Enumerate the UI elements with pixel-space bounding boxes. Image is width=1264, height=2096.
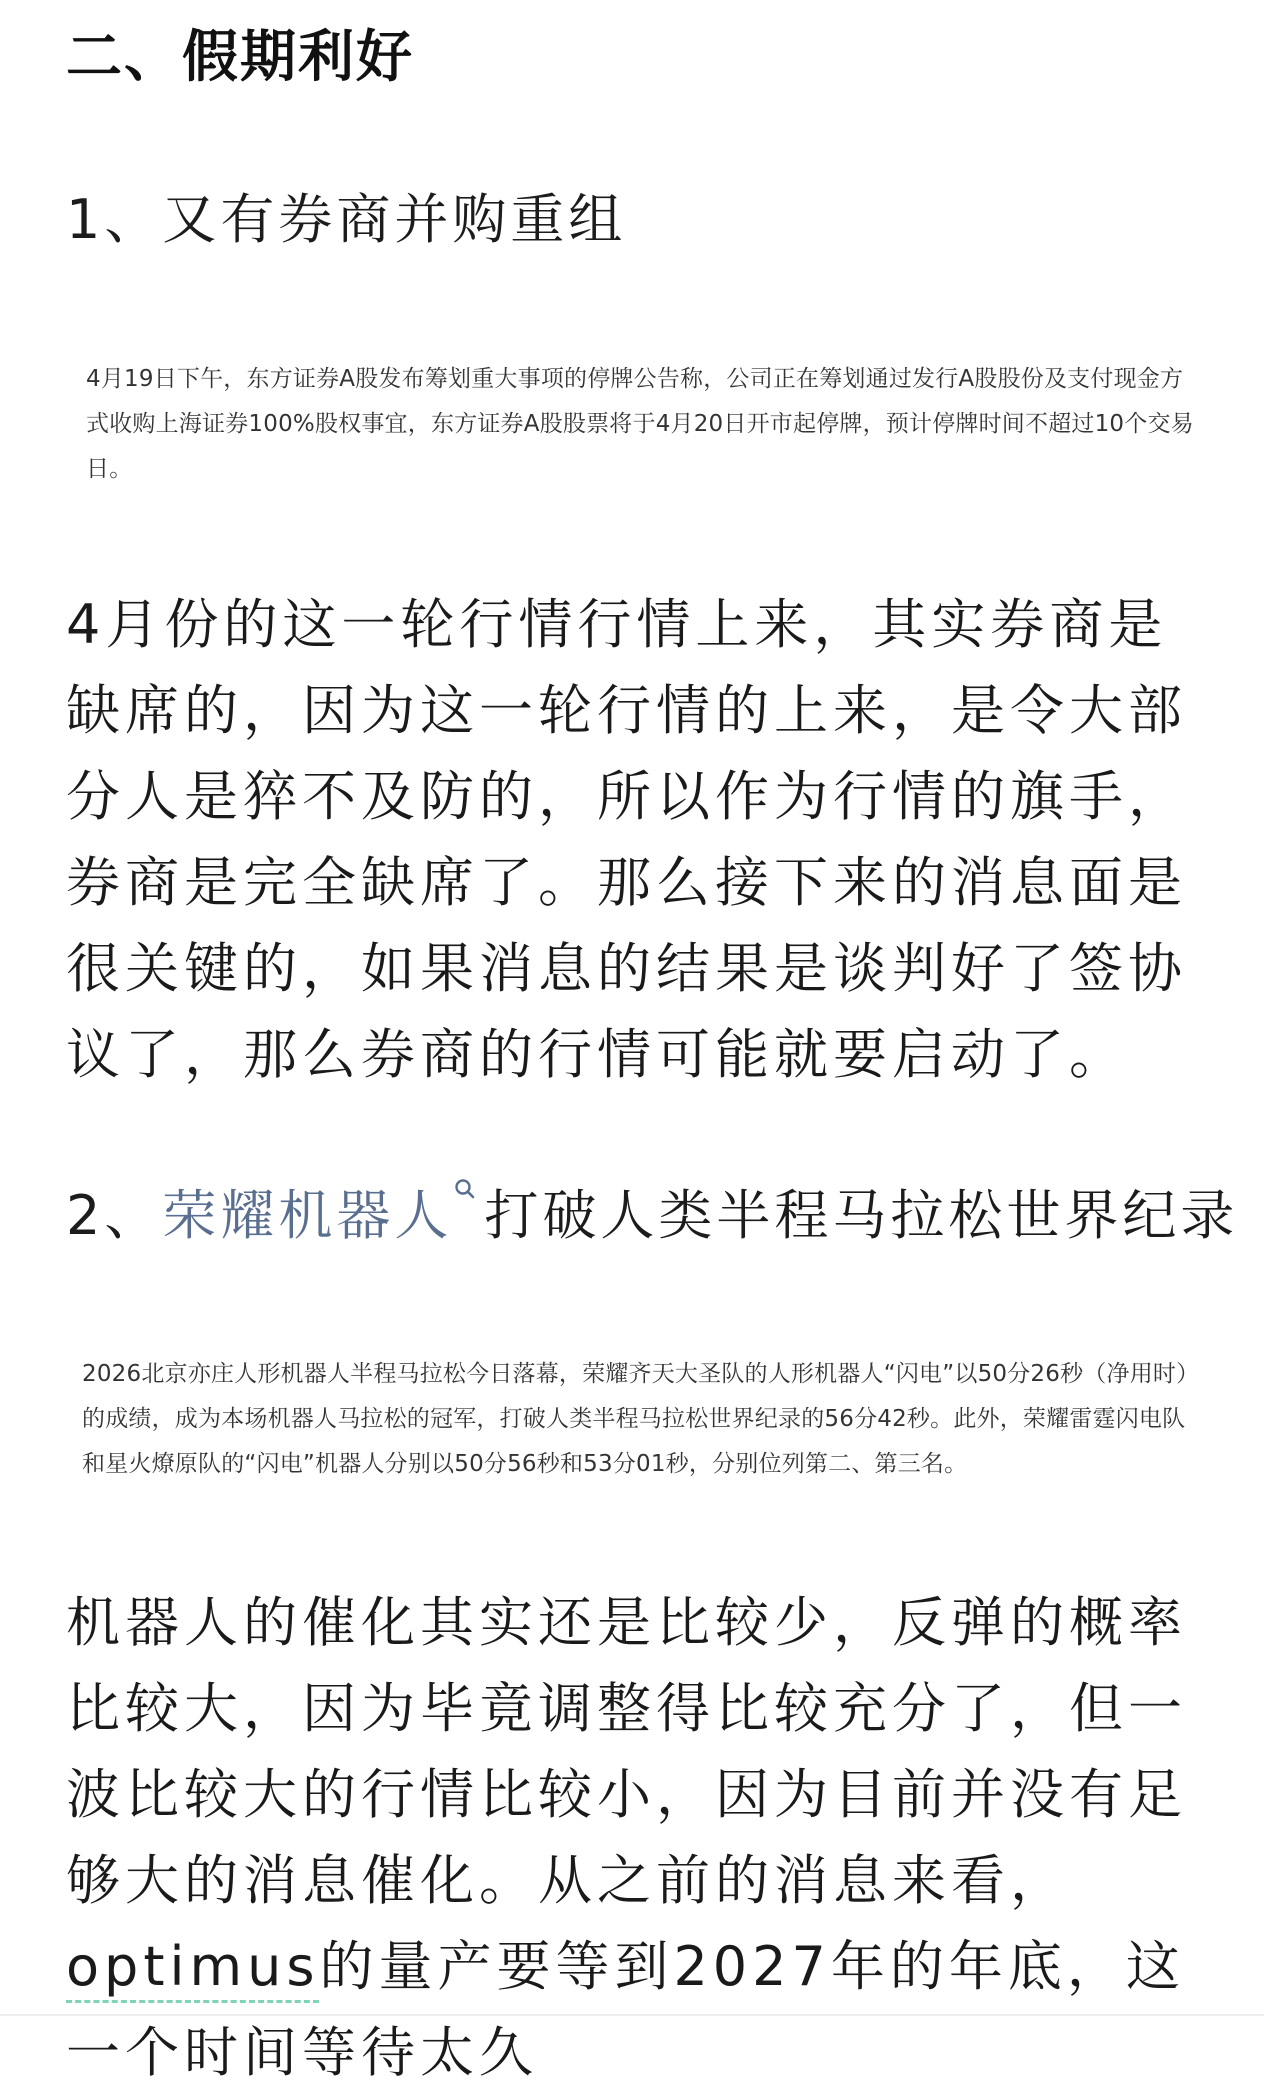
item-2-heading-suffix: 打破人类半程马拉松世界纪录 bbox=[484, 1184, 1239, 1247]
item-1-body: 4月份的这一轮行情行情上来，其实券商是缺席的，因为这一轮行情的上来，是令大部分人是猝不及防的，所以作为行情的旗手，券商是完全缺席了。那么接下来的消息面是很关键的，如果消息的结果是谈判好了签协议了，那么券商的行情可能就要启动了。 bbox=[66, 593, 1187, 1086]
item-2-quote: 2026北京亦庄人形机器人半程马拉松今日落幕，荣耀齐天大圣队的人形机器人“闪电”以50分26秒（净用时）的成绩，成为本场机器人马拉松的冠军，打破人类半程马拉松世界纪录的56分42秒。此外，荣耀雷霆闪电队和星火燎原队的“闪电”机器人分别以50分56秒和53分01秒，分别位列第二、第三名。 bbox=[82, 1361, 1200, 1477]
honor-robot-search-link[interactable]: 荣耀机器人 bbox=[162, 1184, 453, 1247]
item-1-quote: 4月19日下午，东方证券A股发布筹划重大事项的停牌公告称，公司正在筹划通过发行A股股份及支付现金方式收购上海证券100%股权事宜，东方证券A股股票将于4月20日开市起停牌，预计停牌时间不超过10个交易日。 bbox=[86, 366, 1194, 482]
item-2-heading bbox=[66, 1176, 1238, 1256]
item-2-heading-prefix: 2、 bbox=[66, 1184, 163, 1247]
optimus-term-link[interactable]: optimus bbox=[66, 1935, 319, 2003]
item-2-body-before: 机器人的催化其实还是比较少，反弹的概率比较大，因为毕竟调整得比较充分了，但一波比较大的行情比较小，因为目前并没有足够大的消息催化。从之前的消息来看， bbox=[66, 1591, 1187, 1912]
item-2-body bbox=[66, 1580, 1206, 2096]
item-2-body-after: 的量产要等到2027年的年底，这一个时间等待太久 bbox=[66, 1935, 1185, 2084]
bottom-divider bbox=[0, 2014, 1264, 2016]
item-1-heading: 1、又有券商并购重组 bbox=[66, 188, 627, 251]
search-icon[interactable] bbox=[452, 1176, 478, 1226]
section-title: 二、假期利好 bbox=[66, 25, 414, 90]
